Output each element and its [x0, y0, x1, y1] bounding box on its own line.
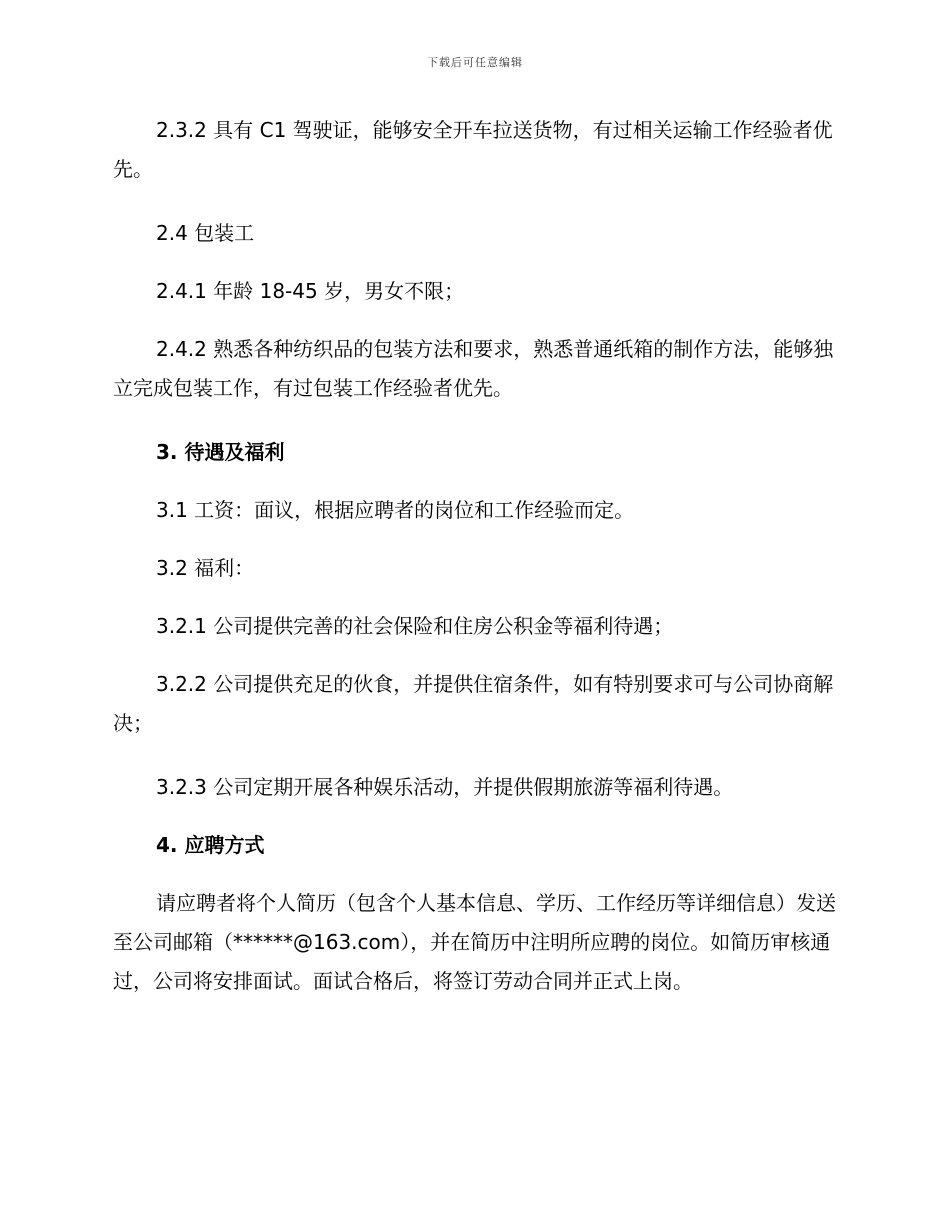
paragraph-4: 请应聘者将个人简历（包含个人基本信息、学历、工作经历等详细信息）发送至公司邮箱（******@163.com），并在简历中注明所应聘的岗位。如简历审核通过，公司将安排面试。面试合格后，将签订劳动合同并正式上岗。: [113, 891, 836, 993]
paragraph-3-2-2: 3.2.2 公司提供充足的伙食，并提供住宿条件，如有特别要求可与公司协商解决；: [113, 672, 834, 735]
section-heading-3: 3. 待遇及福利: [156, 440, 285, 464]
section-heading-4: 4. 应聘方式: [156, 833, 265, 857]
paragraph-2-4-1: 2.4.1 年龄 18-45 岁，男女不限；: [156, 279, 465, 303]
paragraph-2-4-2: 2.4.2 熟悉各种纺织品的包装方法和要求，熟悉普通纸箱的制作方法，能够独立完成包装工作，有过包装工作经验者优先。: [113, 337, 834, 400]
paragraph-3-2: 3.2 福利：: [156, 556, 255, 580]
paragraph-3-2-3: 3.2.3 公司定期开展各种娱乐活动，并提供假期旅游等福利待遇。: [156, 775, 734, 799]
paragraph-3-2-1: 3.2.1 公司提供完善的社会保险和住房公积金等福利待遇；: [156, 614, 674, 638]
document-body: [113, 111, 839, 1026]
paragraph-2-4-heading: 2.4 包装工: [156, 221, 255, 245]
paragraph-3-1: 3.1 工资：面议，根据应聘者的岗位和工作经验而定。: [156, 498, 635, 522]
page-header: 下载后可任意编辑: [427, 56, 523, 69]
paragraph-2-3-2: 2.3.2 具有 C1 驾驶证，能够安全开车拉送货物，有过相关运输工作经验者优先。: [113, 118, 833, 181]
